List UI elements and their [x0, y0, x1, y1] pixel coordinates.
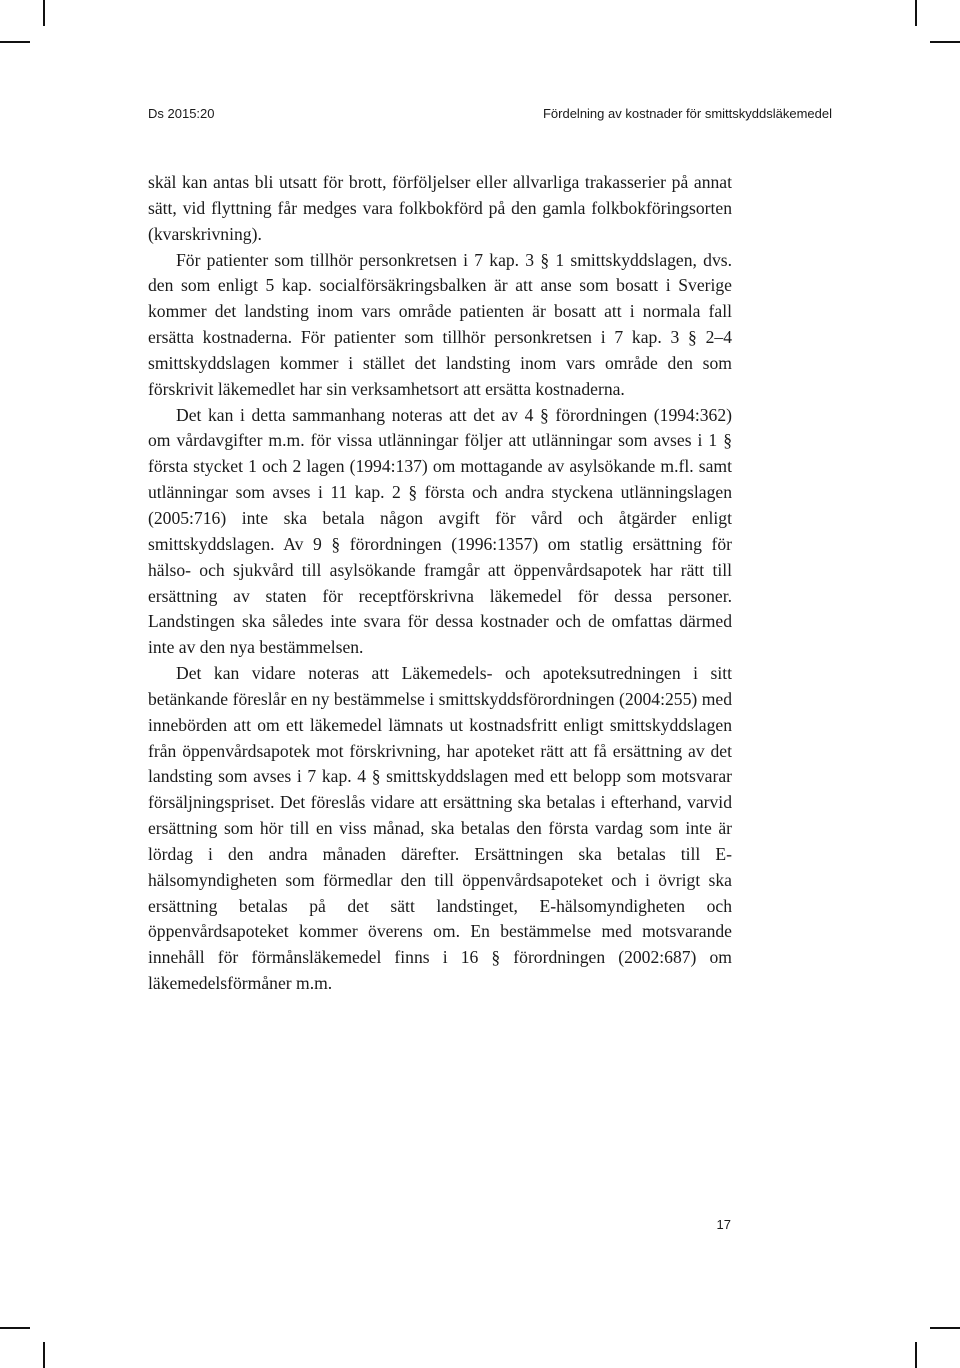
crop-mark-bottom-right — [915, 1342, 917, 1368]
running-head-left: Ds 2015:20 — [148, 106, 215, 121]
crop-mark-top-right — [915, 0, 917, 26]
crop-mark-top-right-h — [930, 41, 960, 43]
paragraph-2: För patienter som tillhör personkretsen i 7 kap. 3 § 1 smittskyddslagen, dvs. den som enligt 5 kap. socialförsäkringsbalken är att anse som bosatt i Sverige kommer det landsting inom vars område patienten är bosatt att i normala fall ersätta kostnaderna. För patienter som tillhör personkretsen i 7 kap. 3 § 2–4 smittskyddslagen kommer i stället det landsting inom vars område den som förskrivit läkemedlet har sin verksamhetsort att ersätta kostnaderna. — [148, 249, 732, 399]
crop-mark-bottom-left-h — [0, 1327, 30, 1329]
crop-mark-bottom-left — [43, 1342, 45, 1368]
paragraph-3: Det kan i detta sammanhang noteras att det av 4 § förordningen (1994:362) om vårdavgifter m.m. för vissa utlänningar följer att utlänningar som avses i 1 § första stycket 1 och 2 lagen (1994:137) om mottagande av asylsökande m.fl. samt utlänningar som avses i 11 kap. 2 § första och andra styckena utlänningslagen (2005:716) inte ska betala någon avgift för vård och åtgärder enligt smittskyddslagen. Av 9 § förordningen (1996:1357) om statlig ersättning för hälso- och sjukvård till asylsökande framgår att öppenvårdsapotek har rätt till ersättning av staten för receptförskrivna läkemedel för dessa personer. Landstingen ska således inte svara för dessa kostnader och de omfattas därmed inte av den nya bestämmelsen. — [148, 404, 732, 658]
paragraph-1: skäl kan antas bli utsatt för brott, förföljelser eller allvarliga trakasserier på annat sätt, vid flyttning får medges vara folkbokförd på den gamla folkbokföringsorten (kvarskrivning). — [148, 172, 732, 244]
crop-mark-top-left — [43, 0, 45, 26]
crop-mark-bottom-right-h — [930, 1327, 960, 1329]
body-text — [148, 170, 732, 997]
paragraph-4: Det kan vidare noteras att Läkemedels- och apoteksutredningen i sitt betänkande föreslår en ny bestämmelse i smittskyddsförordningen (2004:255) med innebörden att om ett läkemedel lämnats ut kostnadsfritt enligt smittskyddslagen från öppenvårdsapotek mot förskrivning, har apoteket rätt att få ersättning av det landsting som avses i 7 kap. 4 § smittskyddslagen med ett belopp som motsvarar försäljningspriset. Det föreslås vidare att ersättning ska betalas i efterhand, varvid ersättning som hör till en viss månad, ska betalas den första vardag som inte är lördag i den andra månaden därefter. Ersättningen ska betalas till E-hälsomyndigheten som förmedlar den till öppenvårdsapoteket och i övrigt ska ersättning betalas på det sätt landstinget, E-hälsomyndigheten och öppenvårdsapoteket kommer överens om. En bestämmelse med motsvarande innehåll för förmånsläkemedel finns i 16 § förordningen (2002:687) om läkemedelsförmåner m.m. — [148, 663, 732, 994]
crop-mark-top-left-h — [0, 41, 30, 43]
page-number: 17 — [716, 1217, 731, 1232]
running-head-right: Fördelning av kostnader för smittskyddsläkemedel — [542, 106, 832, 121]
